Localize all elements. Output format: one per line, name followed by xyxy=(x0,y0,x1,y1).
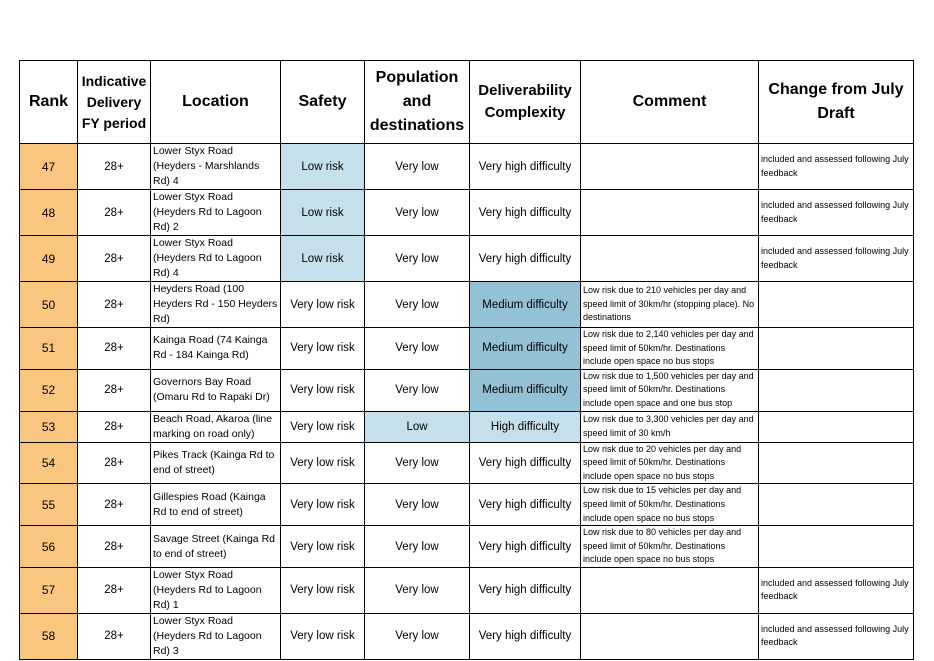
table-row xyxy=(20,442,914,484)
rank-cell: 48 xyxy=(20,190,78,236)
deliverability-cell: Very high difficulty xyxy=(470,567,581,613)
comment-cell xyxy=(581,190,759,236)
header-row xyxy=(20,61,914,144)
change-cell: included and assessed following July feedback xyxy=(759,236,914,282)
comment-cell: Low risk due to 80 vehicles per day and speed limit of 50km/hr. Destinations include open space no bus stops xyxy=(581,526,759,568)
location-cell: Lower Styx Road (Heyders - Marshlands Rd) 4 xyxy=(151,144,281,190)
deliverability-cell: Very high difficulty xyxy=(470,442,581,484)
location-cell: Lower Styx Road (Heyders Rd to Lagoon Rd) 2 xyxy=(151,190,281,236)
safety-cell: Very low risk xyxy=(281,328,365,370)
rank-cell: 57 xyxy=(20,567,78,613)
location-cell: Kainga Road (74 Kainga Rd - 184 Kainga Rd) xyxy=(151,328,281,370)
table-row xyxy=(20,190,914,236)
header-delivery: Indicative Delivery FY period xyxy=(78,61,151,144)
safety-cell: Very low risk xyxy=(281,613,365,659)
delivery-cell: 28+ xyxy=(78,411,151,442)
deliverability-cell: Very high difficulty xyxy=(470,144,581,190)
location-cell: Lower Styx Road (Heyders Rd to Lagoon Rd) 3 xyxy=(151,613,281,659)
change-cell xyxy=(759,526,914,568)
delivery-cell: 28+ xyxy=(78,526,151,568)
population-cell: Very low xyxy=(365,236,470,282)
location-cell: Heyders Road (100 Heyders Rd - 150 Heyders Rd) xyxy=(151,282,281,328)
table-row xyxy=(20,411,914,442)
safety-cell: Very low risk xyxy=(281,484,365,526)
deliverability-cell: Medium difficulty xyxy=(470,282,581,328)
population-cell: Low xyxy=(365,411,470,442)
location-cell: Lower Styx Road (Heyders Rd to Lagoon Rd) 4 xyxy=(151,236,281,282)
delivery-cell: 28+ xyxy=(78,442,151,484)
deliverability-cell: Medium difficulty xyxy=(470,328,581,370)
rank-cell: 55 xyxy=(20,484,78,526)
rank-cell: 56 xyxy=(20,526,78,568)
comment-cell: Low risk due to 210 vehicles per day and speed limit of 30km/hr (stopping place). No destinations xyxy=(581,282,759,328)
population-cell: Very low xyxy=(365,613,470,659)
location-cell: Lower Styx Road (Heyders Rd to Lagoon Rd) 1 xyxy=(151,567,281,613)
population-cell: Very low xyxy=(365,526,470,568)
table-row xyxy=(20,144,914,190)
change-cell: included and assessed following July feedback xyxy=(759,190,914,236)
safety-cell: Very low risk xyxy=(281,526,365,568)
change-cell: included and assessed following July feedback xyxy=(759,567,914,613)
change-cell: included and assessed following July feedback xyxy=(759,613,914,659)
comment-cell: Low risk due to 3,300 vehicles per day and speed limit of 30 km/h xyxy=(581,411,759,442)
rank-cell: 53 xyxy=(20,411,78,442)
population-cell: Very low xyxy=(365,442,470,484)
rank-cell: 47 xyxy=(20,144,78,190)
safety-cell: Very low risk xyxy=(281,282,365,328)
deliverability-cell: Medium difficulty xyxy=(470,369,581,411)
delivery-cell: 28+ xyxy=(78,144,151,190)
safety-cell: Very low risk xyxy=(281,567,365,613)
header-rank: Rank xyxy=(20,61,78,144)
comment-cell xyxy=(581,567,759,613)
location-cell: Pikes Track (Kainga Rd to end of street) xyxy=(151,442,281,484)
delivery-cell: 28+ xyxy=(78,282,151,328)
population-cell: Very low xyxy=(365,328,470,370)
comment-cell xyxy=(581,144,759,190)
deliverability-cell: High difficulty xyxy=(470,411,581,442)
table-row xyxy=(20,328,914,370)
table-row xyxy=(20,613,914,659)
table-row xyxy=(20,526,914,568)
delivery-cell: 28+ xyxy=(78,613,151,659)
comment-cell: Low risk due to 15 vehicles per day and speed limit of 50km/hr. Destinations include open space no bus stops xyxy=(581,484,759,526)
delivery-cell: 28+ xyxy=(78,369,151,411)
change-cell xyxy=(759,484,914,526)
location-cell: Governors Bay Road (Omaru Rd to Rapaki Dr) xyxy=(151,369,281,411)
population-cell: Very low xyxy=(365,484,470,526)
comment-cell: Low risk due to 2,140 vehicles per day and speed limit of 50km/hr. Destinations include open space no bus stops xyxy=(581,328,759,370)
population-cell: Very low xyxy=(365,190,470,236)
delivery-cell: 28+ xyxy=(78,236,151,282)
deliverability-cell: Very high difficulty xyxy=(470,190,581,236)
header-change: Change from July Draft xyxy=(759,61,914,144)
location-cell: Savage Street (Kainga Rd to end of street) xyxy=(151,526,281,568)
change-cell xyxy=(759,442,914,484)
table-row xyxy=(20,567,914,613)
rank-cell: 51 xyxy=(20,328,78,370)
comment-cell: Low risk due to 1,500 vehicles per day and speed limit of 50km/hr. Destinations include open space and one bus stop xyxy=(581,369,759,411)
header-deliverability: Deliverability Complexity xyxy=(470,61,581,144)
location-cell: Beach Road, Akaroa (line marking on road only) xyxy=(151,411,281,442)
change-cell xyxy=(759,282,914,328)
delivery-cell: 28+ xyxy=(78,567,151,613)
change-cell: included and assessed following July feedback xyxy=(759,144,914,190)
change-cell xyxy=(759,369,914,411)
delivery-cell: 28+ xyxy=(78,190,151,236)
comment-cell: Low risk due to 20 vehicles per day and speed limit of 50km/hr. Destinations include open space no bus stops xyxy=(581,442,759,484)
rank-cell: 54 xyxy=(20,442,78,484)
safety-cell: Very low risk xyxy=(281,411,365,442)
population-cell: Very low xyxy=(365,567,470,613)
deliverability-cell: Very high difficulty xyxy=(470,236,581,282)
ranking-table xyxy=(19,60,914,660)
safety-cell: Low risk xyxy=(281,236,365,282)
rank-cell: 49 xyxy=(20,236,78,282)
location-cell: Gillespies Road (Kainga Rd to end of street) xyxy=(151,484,281,526)
header-comment: Comment xyxy=(581,61,759,144)
header-population: Population and destinations xyxy=(365,61,470,144)
table-row xyxy=(20,236,914,282)
deliverability-cell: Very high difficulty xyxy=(470,613,581,659)
deliverability-cell: Very high difficulty xyxy=(470,526,581,568)
table-row xyxy=(20,484,914,526)
change-cell xyxy=(759,328,914,370)
rank-cell: 58 xyxy=(20,613,78,659)
table-row xyxy=(20,282,914,328)
population-cell: Very low xyxy=(365,144,470,190)
table-row xyxy=(20,369,914,411)
safety-cell: Low risk xyxy=(281,144,365,190)
header-location: Location xyxy=(151,61,281,144)
delivery-cell: 28+ xyxy=(78,328,151,370)
safety-cell: Very low risk xyxy=(281,369,365,411)
safety-cell: Very low risk xyxy=(281,442,365,484)
population-cell: Very low xyxy=(365,369,470,411)
delivery-cell: 28+ xyxy=(78,484,151,526)
comment-cell xyxy=(581,613,759,659)
rank-cell: 50 xyxy=(20,282,78,328)
change-cell xyxy=(759,411,914,442)
rank-cell: 52 xyxy=(20,369,78,411)
deliverability-cell: Very high difficulty xyxy=(470,484,581,526)
safety-cell: Low risk xyxy=(281,190,365,236)
population-cell: Very low xyxy=(365,282,470,328)
header-safety: Safety xyxy=(281,61,365,144)
comment-cell xyxy=(581,236,759,282)
